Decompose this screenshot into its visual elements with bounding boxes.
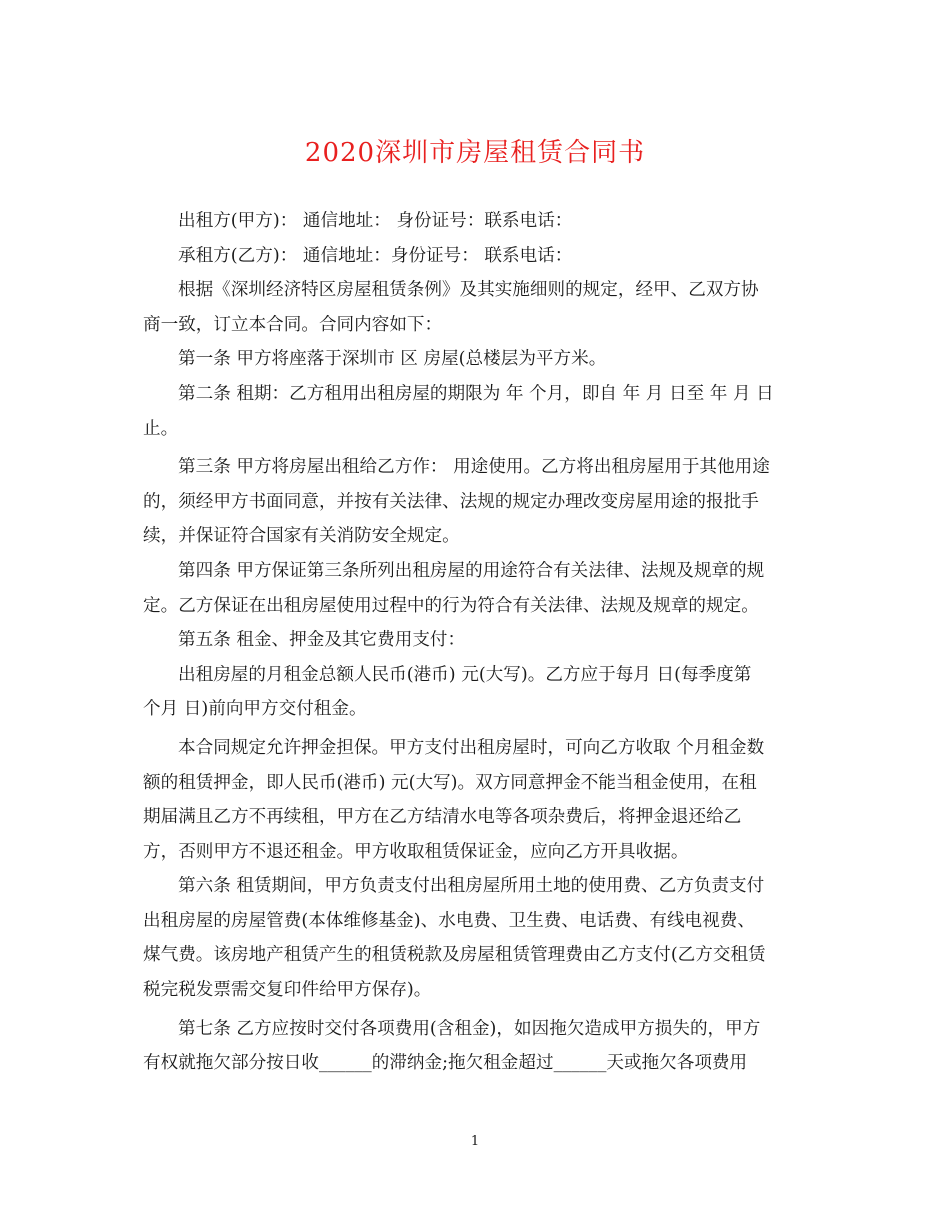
article-4-line: 定。乙方保证在出租房屋使用过程中的行为符合有关法律、法规及规章的规定。 xyxy=(143,595,759,616)
page-number: 1 xyxy=(470,1134,480,1149)
article-7-line: 第七条 乙方应按时交付各项费用(含租金)，如因拖欠造成甲方损失的，甲方 xyxy=(178,1018,761,1039)
article-4-line: 第四条 甲方保证第三条所列出租房屋的用途符合有关法律、法规及规章的规 xyxy=(178,560,765,581)
deposit-line: 方，否则甲方不退还租金。甲方收取租赁保证金，应向乙方开具收据。 xyxy=(143,841,689,862)
deposit-line: 期届满且乙方不再续租，甲方在乙方结清水电等各项杂费后，将押金退还给乙 xyxy=(143,807,742,828)
rent-line: 个月 日)前向甲方交付租金。 xyxy=(143,699,367,720)
party-a-line: 出租方(甲方)： 通信地址： 身份证号：联系电话： xyxy=(178,211,573,231)
article-6-line: 出租房屋的房屋管费(本体维修基金)、水电费、卫生费、电话费、有线电视费、 xyxy=(143,910,755,931)
article-3-line: 的，须经甲方书面同意，并按有关法律、法规的规定办理改变房屋用途的报批手 xyxy=(143,491,759,512)
document-body xyxy=(143,204,808,1081)
article-6-line: 第六条 租赁期间，甲方负责支付出租房屋所用土地的使用费、乙方负责支付 xyxy=(178,876,765,897)
article-3-line: 续，并保证符合国家有关消防安全规定。 xyxy=(143,526,460,547)
article-3-line: 第三条 甲方将房屋出租给乙方作： 用途使用。乙方将出租房屋用于其他用途 xyxy=(178,457,770,478)
deposit-line: 本合同规定允许押金担保。甲方支付出租房屋时，可向乙方收取 个月租金数 xyxy=(178,737,765,758)
deposit-line: 额的租赁押金，即人民币(港币) 元(大写)。双方同意押金不能当租金使用，在租 xyxy=(143,772,757,793)
article-5-line: 第五条 租金、押金及其它费用支付： xyxy=(178,630,466,651)
party-b-line: 承租方(乙方)： 通信地址：身份证号： 联系电话： xyxy=(178,245,573,266)
article-6-line: 税完税发票需交复印件给甲方保存)。 xyxy=(143,980,432,1001)
article-7-line: 有权就拖欠部分按日收______的滞纳金;拖欠租金超过______天或拖欠各项费用 xyxy=(143,1053,748,1074)
article-1-line: 第一条 甲方将座落于深圳市 区 房屋(总楼层为平方米。 xyxy=(178,349,607,370)
rent-line: 出租房屋的月租金总额人民币(港币) 元(大写)。乙方应于每月 日(每季度第 xyxy=(178,664,752,685)
article-2-line: 第二条 租期：乙方租用出租房屋的期限为 年 个月，即自 年 月 日至 年 月 日 xyxy=(178,383,774,404)
document-title: 2020深圳市房屋租赁合同书 xyxy=(304,138,646,168)
article-2-line: 止。 xyxy=(143,418,179,439)
preamble-line: 商一致，订立本合同。合同内容如下： xyxy=(143,314,443,335)
article-6-line: 煤气费。该房地产租赁产生的租赁税款及房屋租赁管理费由乙方支付(乙方交租赁 xyxy=(143,945,766,966)
preamble-line: 根据《深圳经济特区房屋租赁条例》及其实施细则的规定，经甲、乙双方协 xyxy=(178,280,759,301)
